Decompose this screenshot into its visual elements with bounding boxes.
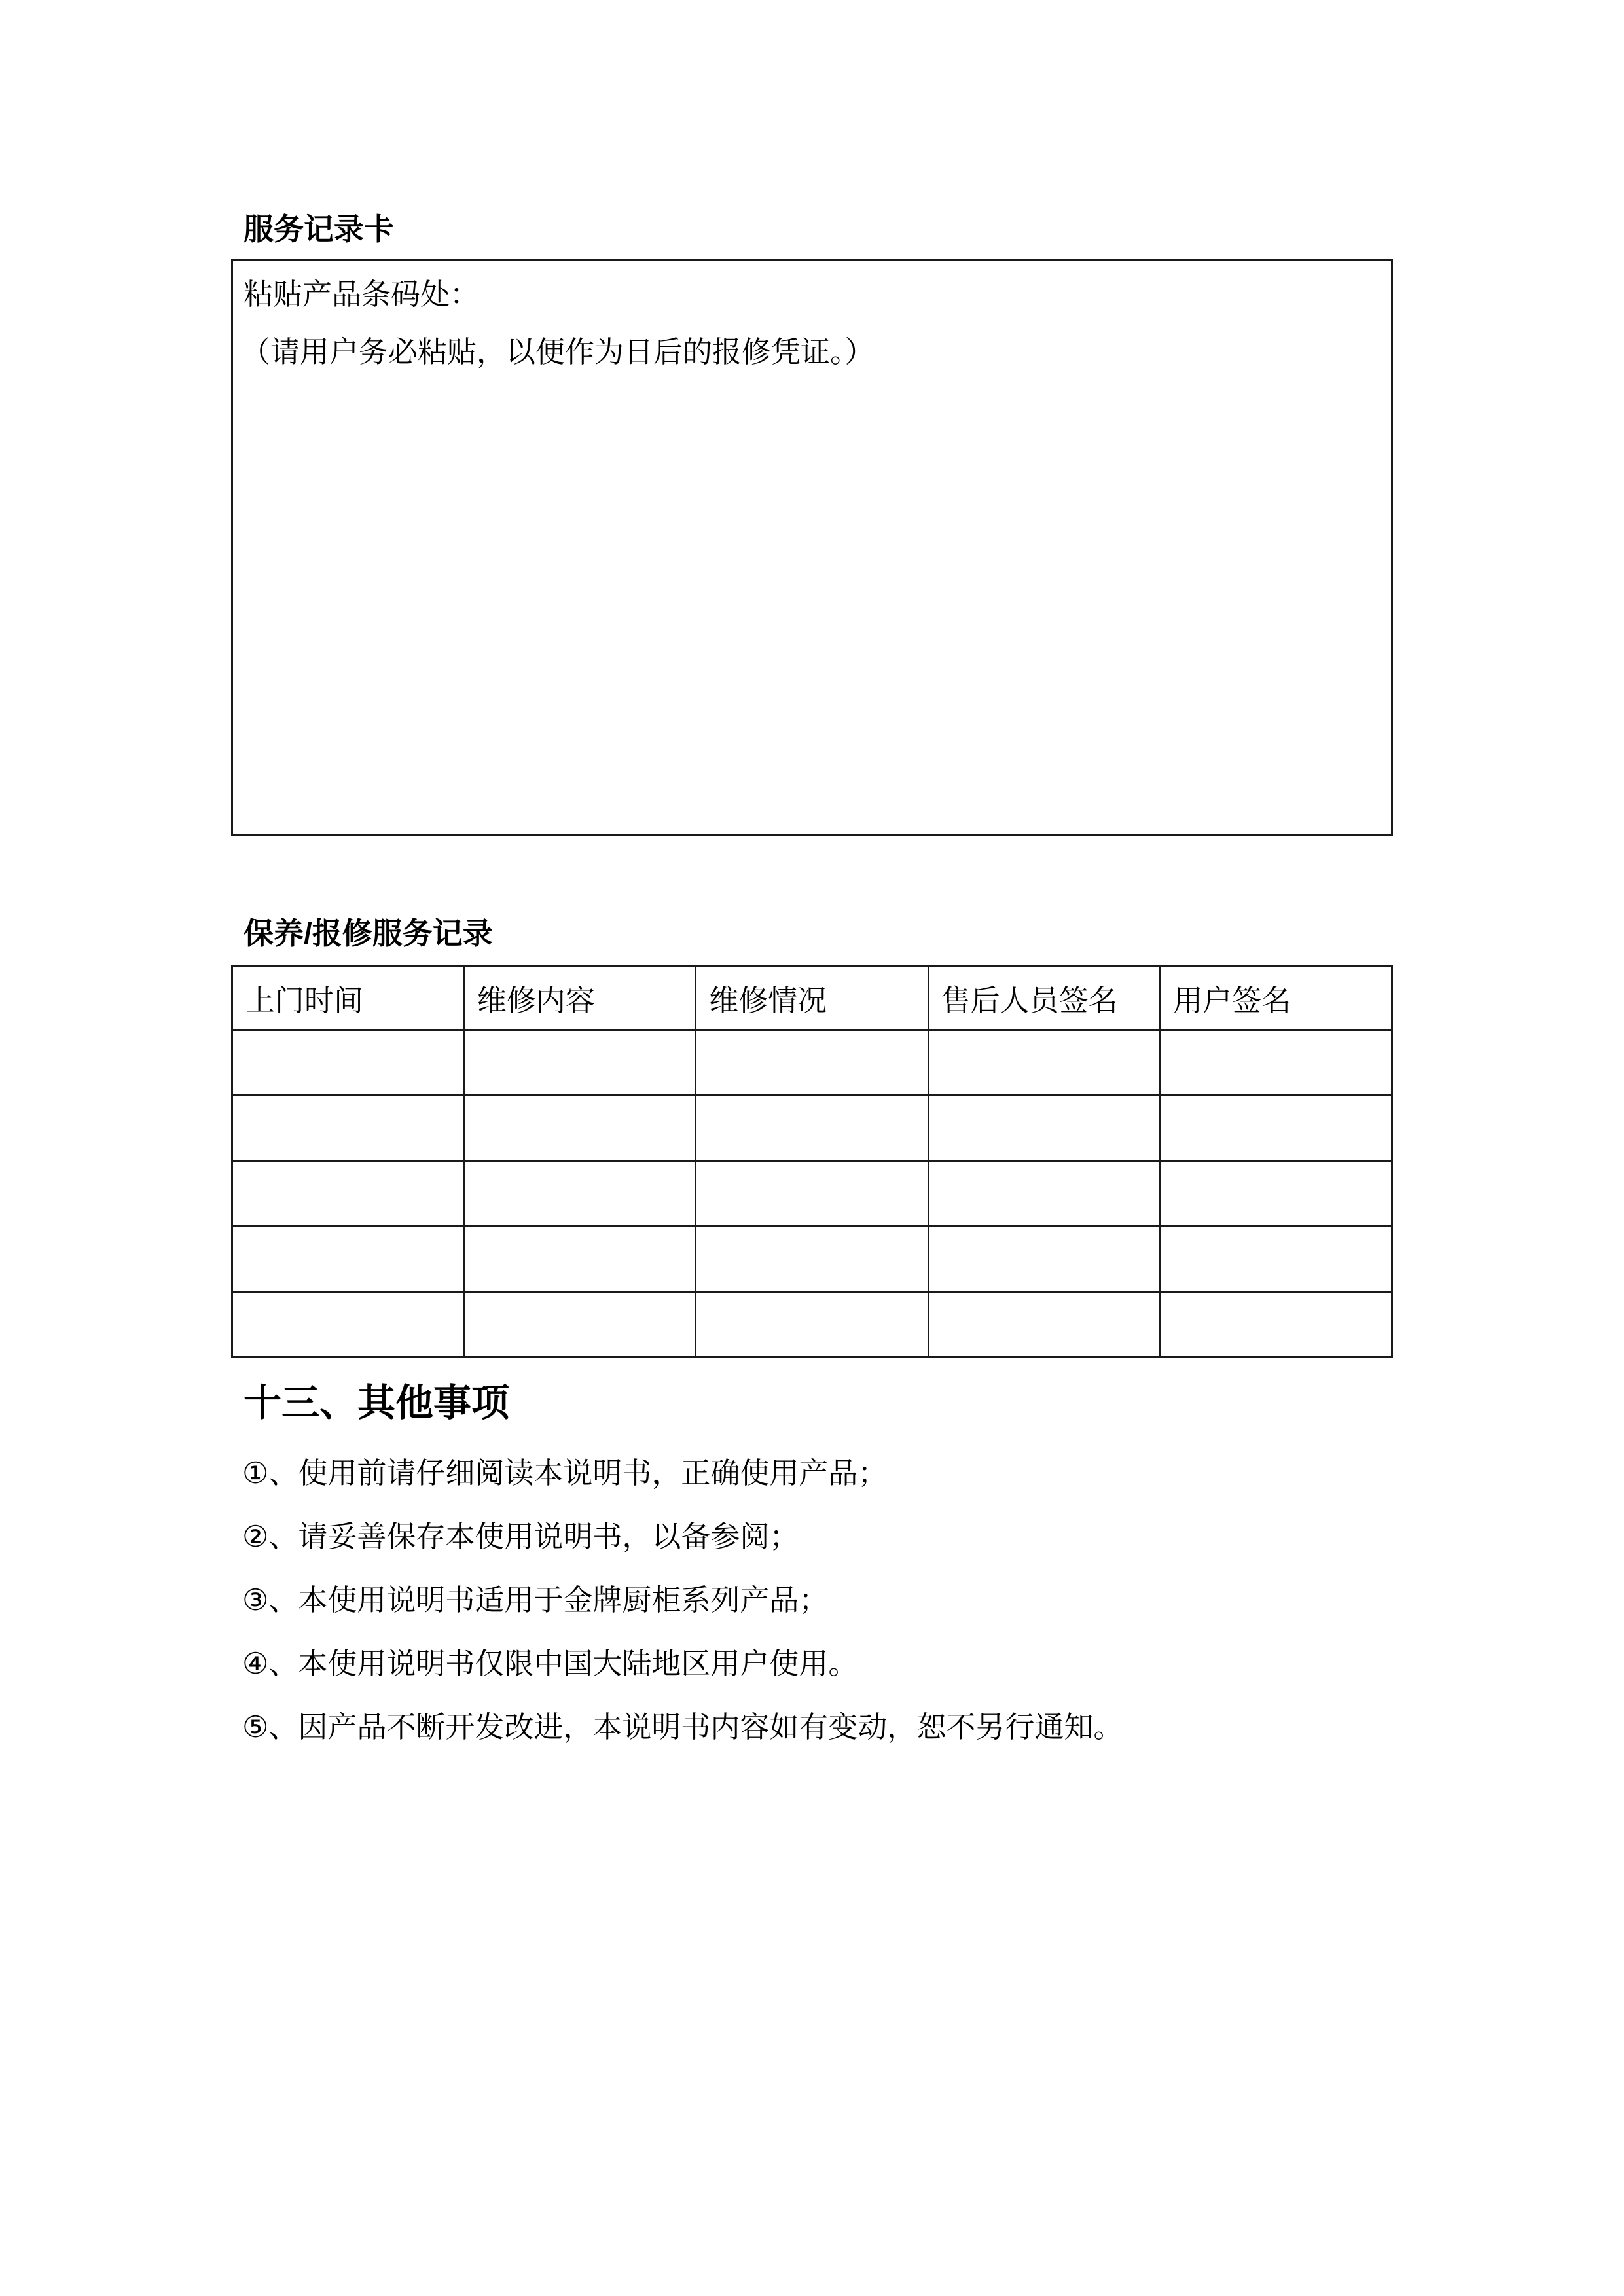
note-item-5: ⑤、因产品不断开发改进，本说明书内容如有变动，恕不另行通知。 [242,1710,1123,1744]
table-cell-empty [464,1292,696,1357]
table-cell-empty [232,1096,464,1161]
table-cell-empty [232,1227,464,1292]
service-record-table [231,965,1393,1358]
table-cell-empty [928,1161,1160,1227]
note-item-3: ③、本使用说明书适用于金牌厨柜系列产品； [242,1583,829,1617]
table-row-empty [232,1096,1392,1161]
table-cell-empty [464,1096,696,1161]
column-header-repair-content: 维修内容 [464,966,696,1030]
table-cell-empty [696,1292,928,1357]
table-cell-empty [928,1096,1160,1161]
table-cell-empty [696,1161,928,1227]
table-cell-empty [232,1030,464,1096]
table-cell-empty [232,1161,464,1227]
table-cell-empty [696,1227,928,1292]
table-cell-empty [1160,1161,1392,1227]
table-row-empty [232,1030,1392,1096]
table-row-empty [232,1292,1392,1357]
section-title-maintenance-repair-record: 保养/报修服务记录 [244,916,493,950]
table-cell-empty [464,1161,696,1227]
table-cell-empty [232,1292,464,1357]
column-header-visit-time: 上门时间 [232,966,464,1030]
column-header-aftersales-signature: 售后人员签名 [928,966,1160,1030]
barcode-box-line2: （请用户务必粘贴，以便作为日后的报修凭证。） [241,335,875,368]
section-title-other-matters: 十三、其他事项 [244,1382,510,1424]
table-cell-empty [1160,1030,1392,1096]
table-cell-empty [696,1030,928,1096]
table-cell-empty [1160,1227,1392,1292]
table-cell-empty [464,1030,696,1096]
table-row-empty [232,1161,1392,1227]
service-table-body [232,1030,1392,1357]
column-header-user-signature: 用户签名 [1160,966,1392,1030]
table-cell-empty [928,1292,1160,1357]
barcode-box-line1: 粘贴产品条码处： [244,278,480,311]
table-cell-empty [1160,1292,1392,1357]
column-header-repair-status: 维修情况 [696,966,928,1030]
table-header-row [232,966,1392,1030]
note-item-2: ②、请妥善保存本使用说明书，以备参阅； [242,1520,799,1553]
table-cell-empty [928,1030,1160,1096]
table-cell-empty [464,1227,696,1292]
note-item-1: ①、使用前请仔细阅读本说明书，正确使用产品； [242,1456,888,1490]
table-cell-empty [1160,1096,1392,1161]
section-title-service-record-card: 服务记录卡 [244,212,394,246]
note-item-4: ④、本使用说明书仅限中国大陆地区用户使用。 [242,1647,858,1680]
table-cell-empty [696,1096,928,1161]
table-row-empty [232,1227,1392,1292]
barcode-paste-box [231,259,1393,836]
table-cell-empty [928,1227,1160,1292]
